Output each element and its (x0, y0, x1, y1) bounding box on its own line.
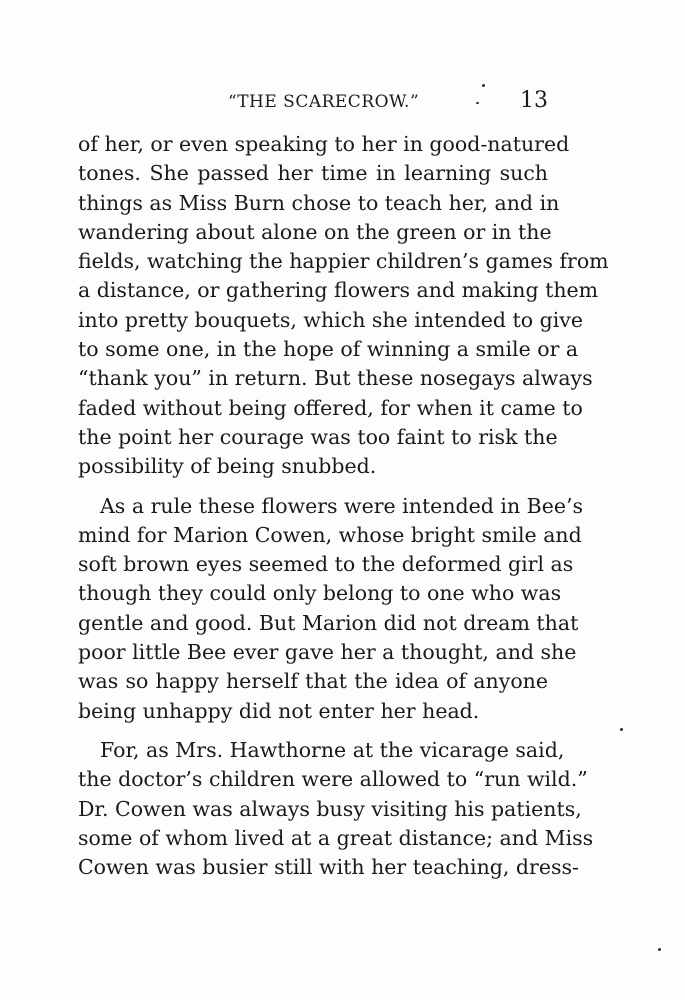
scan-speck (620, 728, 623, 731)
scan-speck (482, 84, 485, 87)
text-line: a distance, or gathering flowers and making them (78, 278, 599, 303)
text-line: fields, watching the happier children’s games from (78, 249, 609, 274)
text-line: though they could only belong to one who was (78, 581, 562, 606)
text-line: poor little Bee ever gave her a thought, and she (78, 640, 577, 665)
page-number: 13 (520, 88, 548, 113)
text-line: Dr. Cowen was always busy visiting his patients, (78, 796, 582, 821)
text-line: mind for Marion Cowen, whose bright smile and (78, 522, 582, 547)
text-line: things as Miss Burn chose to teach her, and in (78, 190, 560, 215)
text-line: As a rule these flowers were intended in Bee’s (100, 493, 584, 518)
text-line: the point her courage was too faint to risk the (78, 424, 558, 449)
text-line: soft brown eyes seemed to the deformed girl as (78, 552, 574, 577)
text-line: possibility of being snubbed. (78, 454, 377, 479)
paragraph (78, 736, 594, 882)
scan-speck (476, 102, 479, 104)
scan-speck (658, 948, 661, 951)
text-line: “thank you” in return. But these nosegays always (78, 366, 593, 391)
body-text (78, 130, 609, 892)
page-header (78, 88, 548, 120)
paragraph (78, 130, 609, 482)
text-line: tones. She passed her time in learning such (78, 161, 548, 186)
text-line: For, as Mrs. Hawthorne at the vicarage said, (100, 737, 565, 762)
text-line: of her, or even speaking to her in good-natured (78, 132, 570, 156)
text-line: gentle and good. But Marion did not dream that (78, 610, 579, 635)
text-line: wandering about alone on the green or in the (78, 219, 552, 244)
text-line: faded without being offered, for when it came to (78, 395, 583, 420)
text-line: was so happy herself that the idea of anyone (78, 669, 548, 694)
text-line: the doctor’s children were allowed to “run wild.” (78, 767, 588, 792)
running-head: “THE SCARECROW.” (228, 92, 420, 112)
text-line: some of whom lived at a great distance; and Miss (78, 825, 594, 850)
text-line: being unhappy did not enter her head. (78, 698, 480, 723)
text-line: Cowen was busier still with her teaching, dress- (78, 855, 579, 880)
text-line: into pretty bouquets, which she intended to give (78, 307, 583, 332)
text-line: to some one, in the hope of winning a smile or a (78, 337, 579, 362)
paragraph (78, 492, 584, 726)
